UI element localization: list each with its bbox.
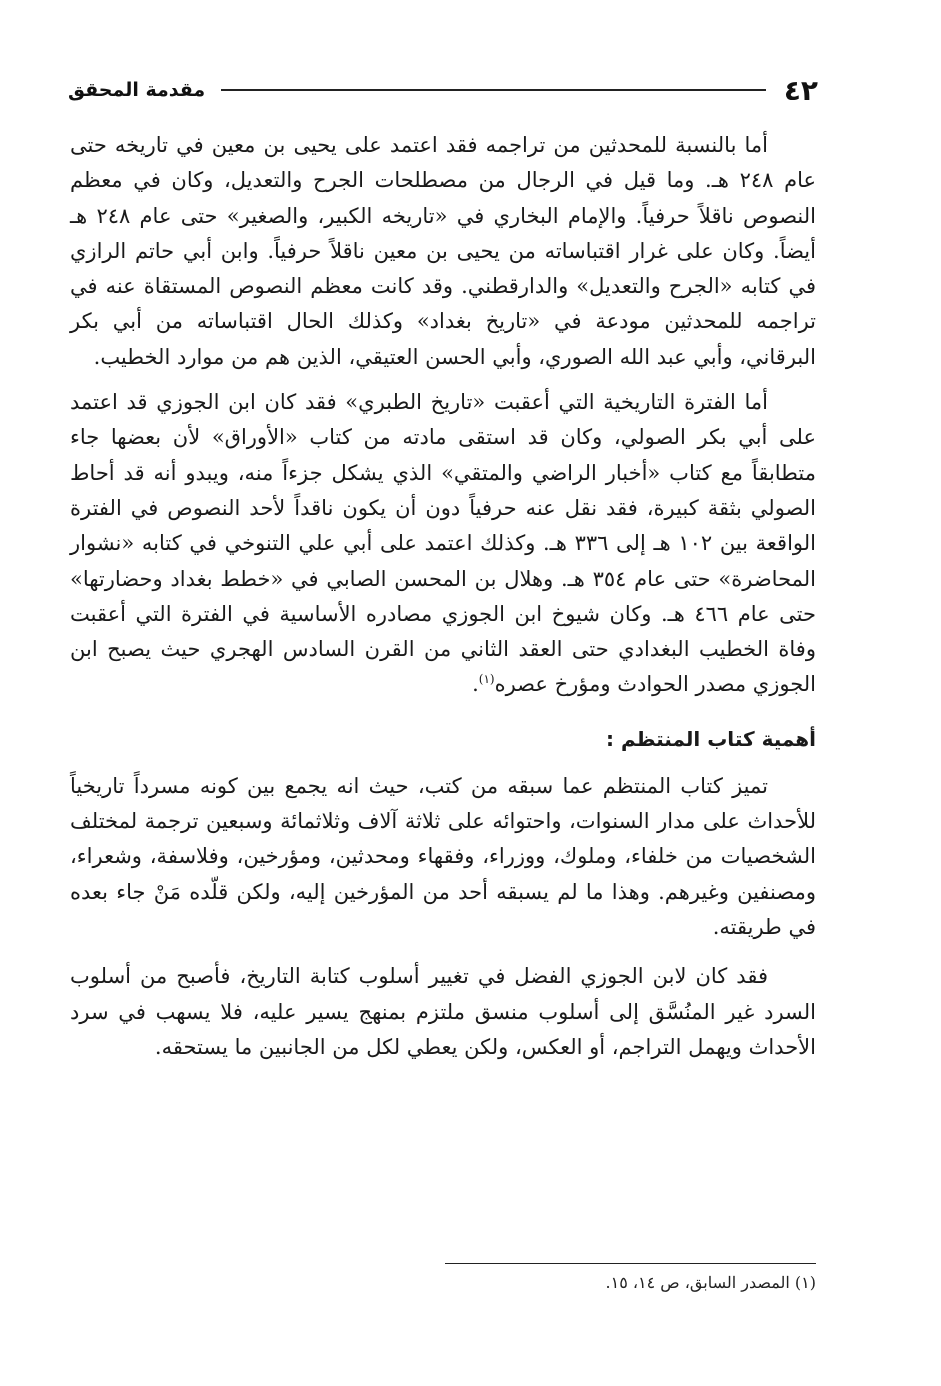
paragraph-2-end: . [472,672,479,697]
body-text [70,128,816,1065]
paragraph-3: تميز كتاب المنتظم عما سبقه من كتب، حيث انه يجمع بين كونه مسرداً تاريخياً للأحداث على مدار السنوات، واحتوائه على ثلاثة آلاف وثلاثمائة وسبعين ترجمة لمختلف الشخصيات من خلفاء، وملوك، ووزراء، وفقهاء ومحدثين، ومؤرخين، وفلاسفة، وشعراء، ومصنفين وغيرهم. وهذا ما لم يسبقه أحد من المؤرخين إليه، ولكن قلّده مَنْ جاء بعده في طريقته. [70,773,816,939]
header-rule [221,89,766,91]
footnote: (١) المصدر السابق، ص ١٤، ١٥. [605,1273,816,1292]
footnote-rule [445,1263,816,1264]
footnote-ref: (١) [478,672,495,687]
running-title: مقدمة المحقق [68,79,206,101]
page-header [68,70,818,110]
paragraph-4: فقد كان لابن الجوزي الفضل في تغيير أسلوب كتابة التاريخ، فأصبح من أسلوب السرد غير المنُسَّق إلى أسلوب منسق ملتزم بمنهج يسير عليه، فلا يسهب في سرد الأحداث ويهمل التراجم، أو العكس، ولكن يعطي لكل من الجانبين ما يستحقه. [70,964,816,1059]
page-number: ٤٢ [783,73,818,107]
paragraph-2 [70,385,816,703]
paragraph-2-text: أما الفترة التاريخية التي أعقبت «تاريخ الطبري» فقد كان ابن الجوزي قد اعتمد على أبي بكر الصولي، وكان قد استقى مادته من كتاب «الأوراق» لأن بعضها جاء متطابقاً مع كتاب «أخبار الراضي والمتقي» الذي يشكل جزءاً منه، ويبدو أنه قد أحاط الصولي بثقة كبيرة، فقد نقل عنه حرفياً دون أن يكون ناقداً لأحد النصوص في الفترة الواقعة بين ١٠٢ هـ إلى ٣٣٦ هـ. وكذلك اعتمد على أبي علي التنوخي في كتابه «نشوار المحاضرة» حتى عام ٣٥٤ هـ. وهلال بن المحسن الصابي في «خطط بغداد وحضارتها» حتى عام ٤٦٦ هـ. وكان شيوخ ابن الجوزي مصادره الأساسية في الفترة التي أعقبت وفاة الخطيب البغدادي حتى العقد الثاني من القرن السادس الهجري حيث يصبح ابن الجوزي مصدر الحوادث ومؤرخ عصره [70,390,817,697]
section-heading: أهمية كتاب المنتظم : [606,726,816,751]
paragraph-1: أما بالنسبة للمحدثين من تراجمه فقد اعتمد على يحيى بن معين في تاريخه حتى عام ٢٤٨ هـ. وما قيل في الرجال من مصطلحات الجرح والتعديل، وكان في معظم النصوص ناقلاً حرفياً. والإمام البخاري في «تاريخه الكبير، والصغير» حتى عام ٢٤٨ هـ أيضاً. وكان على غرار اقتباساته من يحيى بن معين ناقلاً حرفياً. وابن أبي حاتم الرازي في كتابه «الجرح والتعديل» والدارقطني. وقد كانت معظم النصوص المستقاة عنه في تراجمه للمحدثين مودعة في «تاريخ بغداد» وكذلك الحال اقتباساته من أبي بكر البرقاني، وأبي عبد الله الصوري، وأبي الحسن العتيقي، الذين هم من موارد الخطيب. [70,133,817,369]
